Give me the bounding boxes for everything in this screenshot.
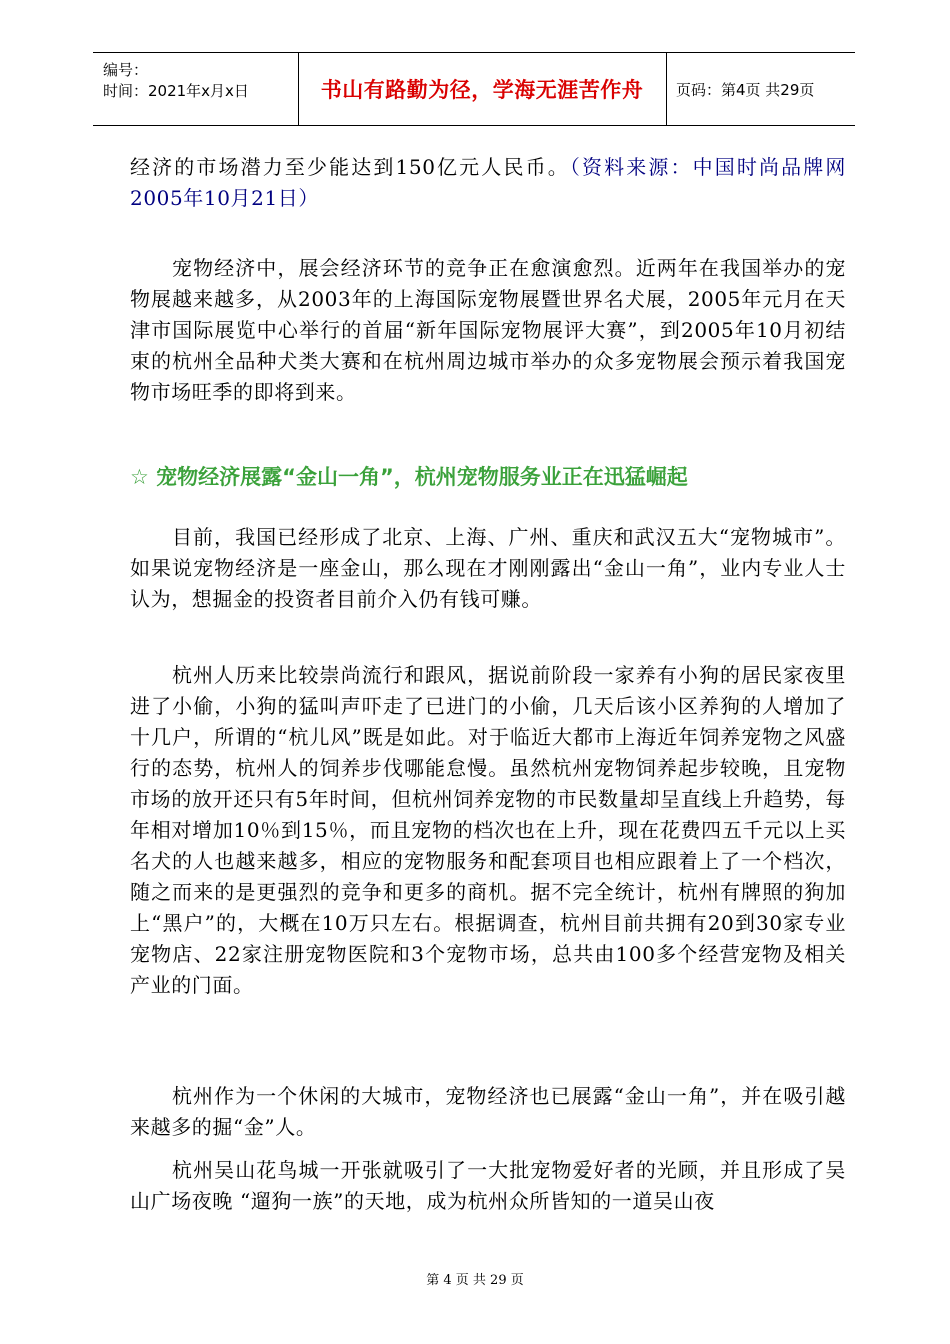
header-meta-cell: [93, 53, 299, 125]
paragraph-wushan-market: 杭州吴山花鸟城一开张就吸引了一大批宠物爱好者的光顾，并且形成了吴山广场夜晚 “遛狗一族”的天地，成为杭州众所皆知的一道吴山夜: [130, 1158, 846, 1213]
paragraph-hangzhou-trend: 杭州人历来比较崇尚流行和跟风，据说前阶段一家养有小狗的居民家夜里进了小偷，小狗的猛叫声吓走了已进门的小偷，几天后该小区养狗的人增加了十几户，所谓的“杭儿风”既是如此。对于临近大都市上海近年饲养宠物之风盛行的态势，杭州人的饲养步伐哪能怠慢。虽然杭州宠物饲养起步较晚，且宠物市场的放开还只有5年时间，但杭州饲养宠物的市民数量却呈直线上升趋势，每年相对增加10％到15％，而且宠物的档次也在上升，现在花费四五千元以上买名犬的人也越来越多，相应的宠物服务和配套项目也相应跟着上了一个档次，随之而来的是更强烈的竞争和更多的商机。据不完全统计，杭州有牌照的狗加上“黑户”的，大概在10万只左右。根据调查，杭州目前共拥有20到30家专业宠物店、22家注册宠物医院和3个宠物市场，总共由100多个经营宠物及相关产业的门面。: [130, 663, 846, 997]
page-footer: 第 4 页 共 29 页: [426, 1273, 524, 1288]
document-time-label: 时间：2021年x月x日: [103, 82, 249, 100]
header-page-cell: [666, 53, 855, 125]
header-motto-cell: [298, 53, 667, 125]
header-page-info: 页码：第4页 共29页: [676, 80, 815, 99]
paragraph-market-potential: [130, 152, 846, 214]
paragraph-pet-cities: 目前，我国已经形成了北京、上海、广州、重庆和武汉五大“宠物城市”。如果说宠物经济是一座金山，那么现在才刚刚露出“金山一角”，业内专业人士认为，想掘金的投资者目前介入仍有钱可赚。: [130, 525, 846, 611]
section-heading: ☆ 宠物经济展露“金山一角”，杭州宠物服务业正在迅猛崛起: [130, 465, 688, 489]
document-code-label: 编号：: [103, 61, 149, 79]
paragraph-market-text: 经济的市场潜力至少能达到150亿元人民币。: [130, 155, 570, 179]
paragraph-exhibition-economy: 宠物经济中，展会经济环节的竞争正在愈演愈烈。近两年在我国举办的宠物展越来越多，从2003年的上海国际宠物展暨世界名犬展，2005年元月在天津市国际展览中心举行的首届“新年国际宠物展评大赛”，到2005年10月初结束的杭州全品种犬类大赛和在杭州周边城市举办的众多宠物展会预示着我国宠物市场旺季的即将到来。: [130, 256, 846, 404]
paragraph-hangzhou-leisure: 杭州作为一个休闲的大城市，宠物经济也已展露“金山一角”，并在吸引越来越多的掘“金”人。: [130, 1084, 846, 1139]
header-motto: 书山有路勤为径，学海无涯苦作舟: [320, 78, 644, 102]
page-header: [93, 52, 855, 126]
source-citation: （资料来源：中国时尚品牌网2005年10月21日）: [130, 155, 846, 210]
